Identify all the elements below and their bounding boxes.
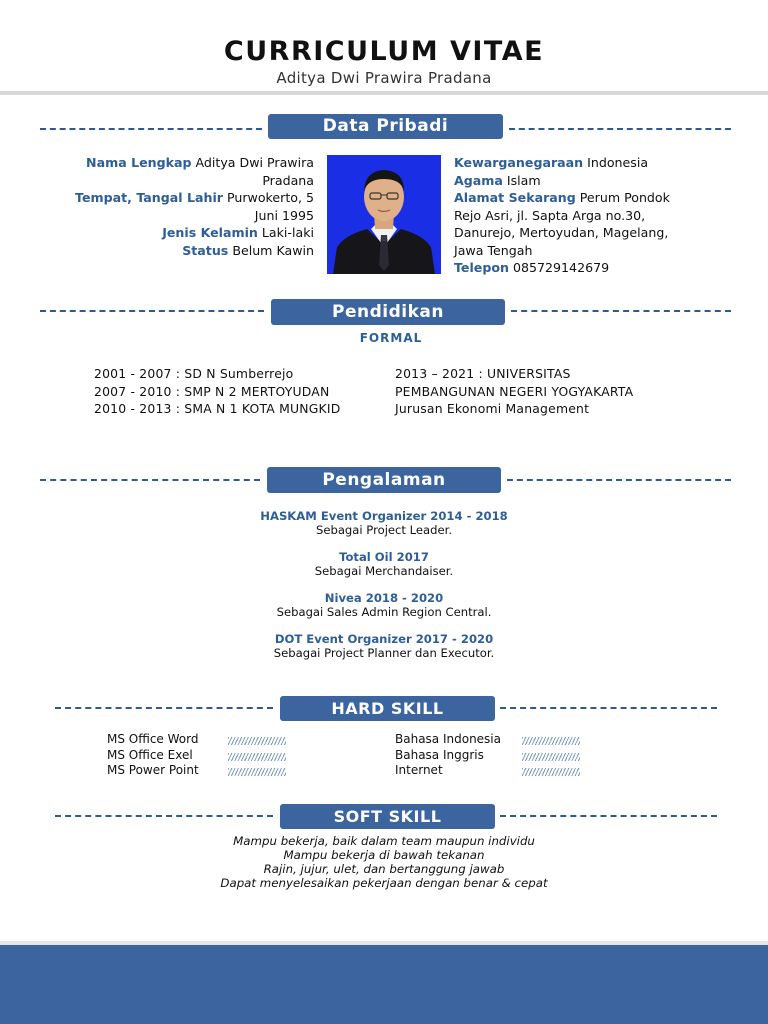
education-item: 2010 - 2013 : SMA N 1 KOTA MUNGKID: [94, 401, 341, 416]
candidate-name: Aditya Dwi Prawira Pradana: [276, 69, 492, 87]
gender-label: Jenis Kelamin: [162, 225, 258, 240]
profile-photo: [327, 155, 441, 274]
full-name-label: Nama Lengkap: [86, 155, 192, 170]
experience-item: [0, 509, 768, 537]
page-title: CURRICULUM VITAE: [223, 36, 545, 67]
address-line-4: Jawa Tengah: [454, 242, 533, 258]
soft-skill-item: Mampu bekerja, baik dalam team maupun individu: [233, 834, 535, 848]
education-item: PEMBANGUNAN NEGERI YOGYAKARTA: [395, 383, 634, 399]
birth-label: Tempat, Tangal Lahir: [75, 190, 223, 205]
skill-level-bar: [228, 753, 286, 761]
education-right-column: [395, 365, 725, 418]
status-value: Belum Kawin: [232, 242, 314, 258]
citizenship-label: Kewarganegaraan: [454, 155, 584, 170]
education-item: 2007 - 2010 : SMP N 2 MERTOYUDAN: [94, 383, 330, 399]
section-title-education: Pendidikan: [271, 299, 505, 325]
soft-skill-item: Dapat menyelesaikan pekerjaan dengan benar & cepat: [220, 876, 548, 890]
citizenship-value: Indonesia: [587, 155, 649, 170]
skill-name: MS Power Point: [107, 763, 199, 777]
section-divider-left: [55, 707, 273, 709]
education-subtitle: FORMAL: [359, 331, 423, 345]
section-divider-left: [40, 479, 260, 481]
experience-title: HASKAM Event Organizer 2014 - 2018: [260, 509, 508, 523]
skill-name: MS Office Word: [107, 732, 199, 746]
skill-level-bar: [522, 737, 580, 745]
religion-label: Agama: [454, 172, 503, 188]
profile-photo-illustration: [327, 155, 441, 274]
section-divider-right: [509, 128, 731, 130]
section-title-hard-skill: HARD SKILL: [280, 696, 495, 721]
experience-title: DOT Event Organizer 2017 - 2020: [274, 632, 494, 646]
status-label: Status: [182, 242, 229, 258]
experience-role: Sebagai Project Planner dan Executor.: [273, 646, 495, 660]
section-divider-right: [500, 707, 717, 709]
experience-title: Total Oil 2017: [339, 550, 429, 564]
section-title-personal: Data Pribadi: [268, 114, 503, 139]
phone-label: Telepon: [454, 260, 509, 275]
soft-skill-item: Rajin, jujur, ulet, dan bertanggung jawab: [263, 862, 505, 876]
section-divider-left: [55, 815, 273, 817]
skill-name: Bahasa Inggris: [395, 747, 484, 762]
hard-skill-right: [395, 732, 520, 779]
hard-skill-left: [107, 732, 227, 779]
skill-level-bar: [522, 768, 580, 776]
skill-level-bar: [228, 768, 286, 776]
address-label: Alamat Sekarang: [454, 190, 576, 205]
experience-title: Nivea 2018 - 2020: [324, 591, 444, 605]
birth-value: Purwokerto, 5: [227, 190, 314, 205]
full-name-value: Aditya Dwi Prawira: [195, 155, 314, 170]
soft-skill-item: Mampu bekerja di bawah tekanan: [283, 848, 485, 862]
birth-value-cont: Juni 1995: [254, 207, 314, 223]
section-divider-right: [500, 815, 717, 817]
skill-level-bar: [228, 737, 286, 745]
section-title-experience: Pengalaman: [267, 467, 501, 493]
soft-skill-list: [0, 834, 768, 890]
skill-name: Internet: [395, 763, 443, 777]
full-name-value-cont: Pradana: [262, 172, 314, 188]
experience-role: Sebagai Project Leader.: [315, 523, 453, 537]
experience-item: [0, 550, 768, 578]
header-shadow: [0, 91, 768, 95]
skill-name: Bahasa Indonesia: [395, 732, 501, 746]
section-title-soft-skill: SOFT SKILL: [280, 804, 495, 829]
section-divider-left: [40, 310, 264, 312]
address-line-2: Rejo Asri, jl. Sapta Arga no.30,: [454, 207, 646, 223]
experience-item: [0, 632, 768, 660]
address-line-3: Danurejo, Mertoyudan, Magelang,: [454, 225, 669, 240]
personal-right-column: [454, 154, 744, 277]
skill-level-bar: [522, 753, 580, 761]
experience-role: Sebagai Sales Admin Region Central.: [276, 605, 492, 619]
footer-band: [0, 945, 768, 1024]
education-item: 2001 - 2007 : SD N Sumberrejo: [94, 366, 294, 381]
phone-value: 085729142679: [512, 260, 610, 275]
religion-value: Islam: [506, 172, 541, 188]
address-value: Perum Pondok: [579, 190, 670, 205]
skill-name: MS Office Exel: [107, 747, 193, 762]
education-item: Jurusan Ekonomi Management: [395, 401, 590, 416]
section-divider-right: [511, 310, 731, 312]
education-item: 2013 – 2021 : UNIVERSITAS: [395, 366, 571, 381]
personal-left-column: [40, 154, 314, 259]
experience-role: Sebagai Merchandaiser.: [314, 564, 454, 578]
gender-value: Laki-laki: [261, 225, 314, 240]
section-divider-left: [40, 128, 262, 130]
experience-item: [0, 591, 768, 619]
section-divider-right: [507, 479, 731, 481]
education-left-column: [94, 365, 384, 418]
